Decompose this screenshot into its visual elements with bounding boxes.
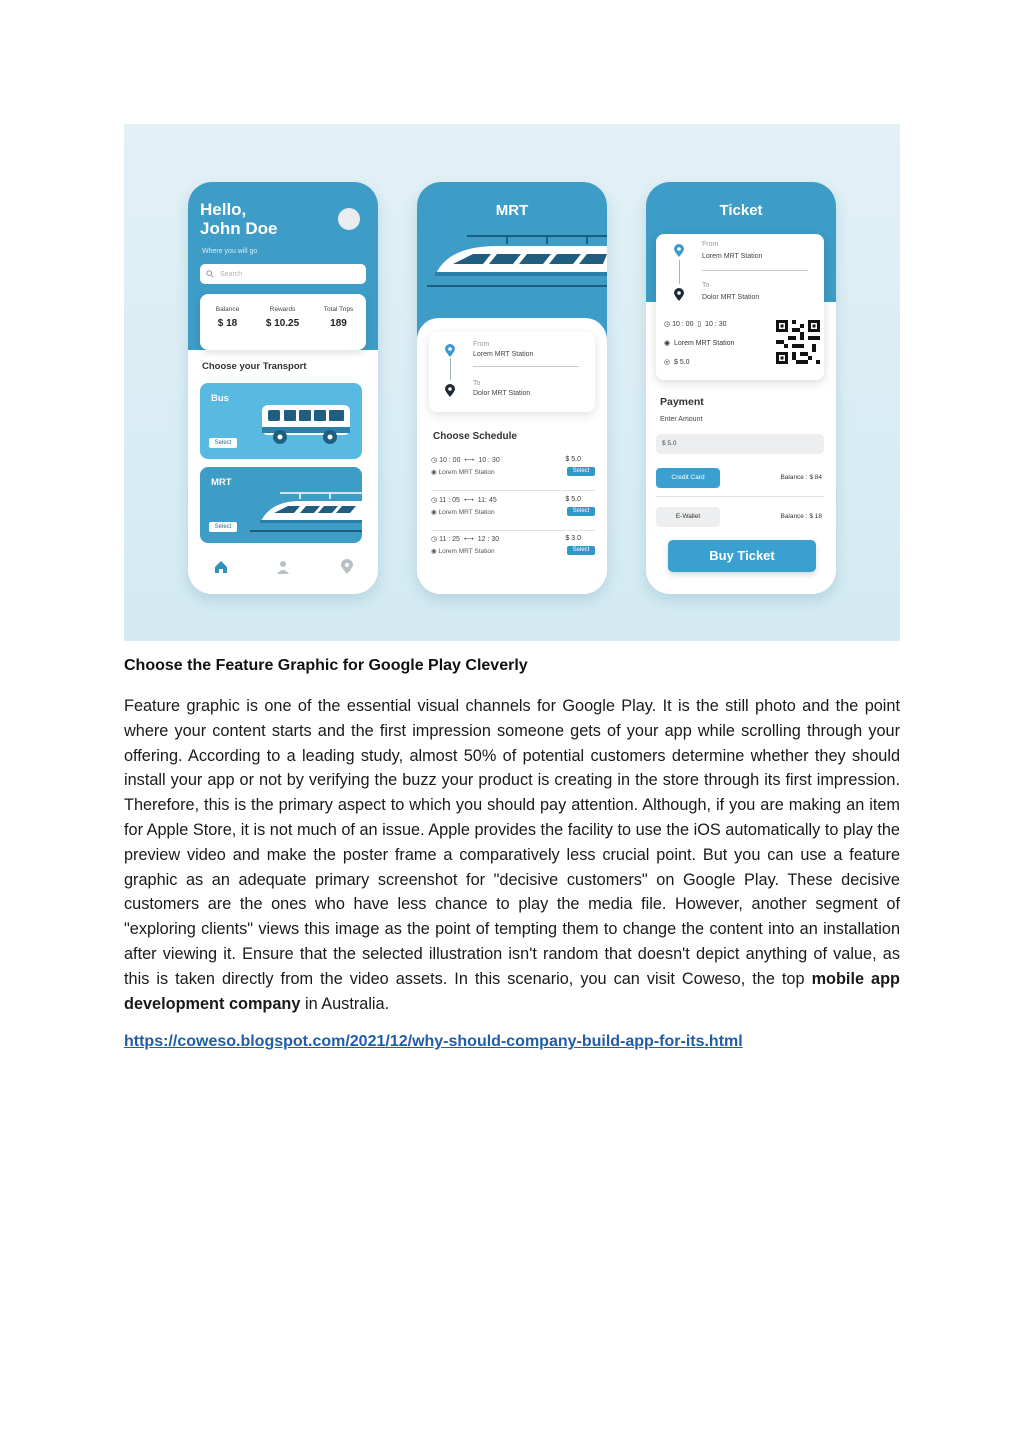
transport-name: MRT (211, 477, 232, 488)
schedule-title: Choose Schedule (433, 431, 517, 442)
select-button: Select (567, 467, 595, 476)
station-name: Lorem MRT Station (438, 469, 495, 476)
stat-rewards (255, 306, 310, 329)
select-button: Select (209, 438, 237, 448)
location-icon (341, 559, 353, 574)
enter-amount-label: Enter Amount (660, 416, 703, 423)
transport-card-mrt (200, 467, 362, 543)
search-placeholder: Search (220, 270, 243, 278)
from-station: Lorem MRT Station (473, 351, 534, 358)
route-line (679, 260, 680, 284)
transport-card-bus (200, 383, 362, 459)
section-title: Choose your Transport (202, 361, 307, 372)
select-button: Select (567, 546, 595, 555)
depart-time: 11 : 25 (439, 536, 460, 543)
body-paragraph (124, 694, 900, 1016)
price-value: $ 5.0 (674, 359, 690, 366)
divider (656, 496, 824, 497)
ticket-station: ◉ Lorem MRT Station (664, 340, 735, 347)
greeting-line-1: Hello, (200, 200, 247, 219)
search-bar (200, 264, 366, 284)
divider (473, 366, 579, 367)
body-bold-text: mobile app development company (124, 969, 900, 1013)
depart-time: 11 : 05 (439, 497, 460, 504)
select-button: Select (209, 522, 237, 532)
home-screen-mockup (188, 182, 378, 594)
e-wallet-balance: Balance : $ 18 (780, 513, 822, 520)
divider (702, 270, 808, 271)
pin-icon (674, 288, 684, 301)
station-name: Lorem MRT Station (674, 340, 735, 347)
route-card (429, 332, 595, 412)
buy-ticket-button: Buy Ticket (668, 540, 816, 572)
depart-time: 10 : 00 (439, 457, 461, 464)
amount-field: $ 5.0 (656, 434, 824, 454)
to-station: Dolor MRT Station (702, 294, 760, 301)
schedule-station: ◉ Lorem MRT Station (431, 509, 495, 516)
stat-value: $ 10.25 (265, 318, 300, 329)
pin-icon (674, 244, 684, 257)
credit-card-button: Credit Card (656, 468, 720, 488)
transport-name: Bus (211, 393, 229, 404)
to-station: Dolor MRT Station (473, 390, 531, 397)
train-icon (427, 232, 607, 292)
ticket-title: Ticket (719, 202, 763, 219)
to-label: To (702, 282, 710, 289)
article-link[interactable]: https://coweso.blogspot.com/2021/12/why-should-company-build-app-for-its.html (124, 1033, 743, 1050)
ticket-screen-mockup (646, 182, 836, 594)
schedule-time: ◷ 11 : 05 ⟷ 11: 45 (431, 497, 497, 504)
from-label: From (473, 341, 490, 348)
ticket-price: ◎ $ 5.0 (664, 359, 690, 366)
bottom-nav (188, 552, 378, 582)
ticket-card (656, 234, 824, 380)
from-label: From (702, 241, 719, 248)
stat-value: 189 (330, 318, 347, 329)
body-text: Feature graphic is one of the essential visual channels for Google Play. It is the still photo and the point where your content starts and the first impression someone gets of your app while scrolling through your offering. According to a leading study, almost 50% of potential customers determine whether they should install your app or not by verifying the buzz your product is creating in the store through its first impression. Therefore, this is the primary aspect to which you should pay attention. Although, if you are making an item for Apple Store, it is not much of an issue. Apple provides the facility to use the iOS automatically to play the preview video and make the poster frame a comparatively less crucial point. But you can use a feature graphic as an adequate primary screenshot for "decisive customers" on Google Play. These decisive customers are the ones who have less chance to play the media file. However, another segment of "exploring clients" views this image as the point of tempting them to change the content into an installation after viewing it. Ensure that the selected illustration isn't random that doesn't depict anything of value, as this is taken directly from the video assets. In this scenario, you can visit Coweso, the top (124, 697, 900, 988)
mrt-screen-mockup (417, 182, 607, 594)
greeting-line-2: John Doe (200, 219, 278, 238)
stat-balance (200, 306, 255, 329)
station-name: Lorem MRT Station (438, 548, 495, 555)
search-icon (206, 270, 214, 278)
section-heading: Choose the Feature Graphic for Google Play Cleverly (124, 657, 528, 674)
depart-time: 10 : 00 (672, 321, 694, 328)
home-icon (214, 560, 228, 574)
route-line (450, 358, 451, 380)
e-wallet-button: E-Wallet (656, 507, 720, 527)
schedule-row (431, 456, 595, 491)
schedule-price: $ 5.0 (565, 496, 581, 503)
train-icon (250, 491, 362, 535)
schedule-price: $ 5.0 (565, 456, 581, 463)
arrive-time: 11: 45 (477, 497, 497, 504)
schedule-row (431, 535, 595, 569)
body-text-end: in Australia. (300, 994, 390, 1013)
pin-icon (445, 384, 455, 397)
from-station: Lorem MRT Station (702, 253, 763, 260)
station-name: Lorem MRT Station (438, 509, 495, 516)
select-button: Select (567, 507, 595, 516)
ticket-time: ◷ 10 : 00 ▯ 10 : 30 (664, 321, 727, 328)
schedule-time: ◷ 10 : 00 ⟷ 10 : 30 (431, 457, 500, 464)
arrive-time: 10 : 30 (705, 321, 727, 328)
schedule-time: ◷ 11 : 25 ⟷ 12 : 30 (431, 536, 500, 543)
bus-icon (258, 401, 354, 447)
greeting (200, 200, 277, 238)
pin-icon (445, 344, 455, 357)
feature-graphic (124, 124, 900, 641)
stat-value: $ 18 (217, 318, 238, 329)
to-label: To (473, 380, 481, 387)
qr-code-icon (776, 320, 820, 364)
avatar (338, 208, 360, 230)
stat-label: Balance (215, 306, 240, 313)
schedule-row (431, 496, 595, 531)
schedule-station: ◉ Lorem MRT Station (431, 548, 495, 555)
stat-label: Rewards (269, 306, 296, 313)
greeting-subtitle: Where you will go (202, 248, 258, 255)
schedule-station: ◉ Lorem MRT Station (431, 469, 495, 476)
mrt-title: MRT (495, 202, 529, 219)
schedule-price: $ 3.0 (565, 535, 581, 542)
arrive-time: 12 : 30 (477, 536, 500, 543)
payment-title: Payment (660, 396, 704, 408)
stat-total-trips (311, 306, 366, 329)
stat-label: Total Trips (323, 306, 354, 313)
credit-card-balance: Balance : $ 84 (780, 474, 822, 481)
arrive-time: 10 : 30 (478, 457, 500, 464)
stats-card (200, 294, 366, 350)
user-icon (277, 560, 289, 574)
